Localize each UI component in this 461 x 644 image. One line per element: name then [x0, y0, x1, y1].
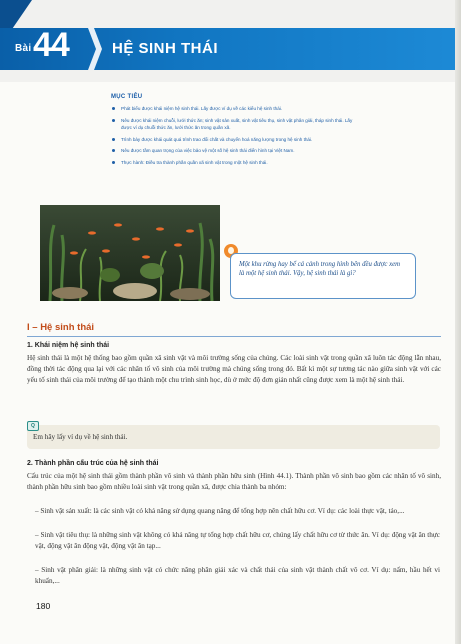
question-badge: Q — [27, 421, 39, 431]
objectives-box — [111, 94, 361, 170]
list-item: – Sinh vật phân giải: là những sinh vật có chức năng phân giải xác và chất thải của sinh vật thành chất vô cơ. Ví dụ: nấm, hầu hết vi khuẩn,... — [35, 566, 440, 586]
list-item: – Sinh vật sản xuất: là các sinh vật có khả năng sử dụng quang năng để tổng hợp nên chất hữu cơ. Ví dụ: các loài thực vật, tảo,... — [35, 507, 405, 515]
question-text: Em hãy lấy ví dụ về hệ sinh thái. — [33, 433, 128, 441]
objective-item: Thực hành: Điều tra thành phần quần xã sinh vật trong một hệ sinh thái. — [111, 159, 361, 167]
aquarium-illustration — [40, 205, 220, 301]
intro-question-callout — [230, 253, 416, 299]
objectives-list — [111, 105, 361, 166]
objectives-title: MỤC TIÊU — [111, 94, 143, 100]
objective-item: Nêu được khái niệm chuỗi, lưới thức ăn; sinh vật sản xuất, sinh vật tiêu thụ, sinh vật phân giải, tháp sinh thái. Lấy được ví dụ chuỗi thức ăn, lưới thức ăn trong quần xã. — [111, 117, 361, 132]
lesson-title: HỆ SINH THÁI — [112, 40, 219, 57]
subsection-title: 1. Khái niệm hệ sinh thái — [27, 342, 110, 349]
intro-question-text: Một khu rừng hay bể cá cảnh trong hình bên đều được xem là một hệ sinh thái. Vậy, hệ sinh thái là gì? — [239, 261, 401, 278]
objective-item: Phát biểu được khái niệm hệ sinh thái. Lấy được ví dụ về các kiểu hệ sinh thái. — [111, 105, 361, 113]
section-heading — [27, 322, 441, 333]
question-box — [27, 425, 440, 449]
objective-item: Nêu được tầm quan trọng của việc bảo vệ một số hệ sinh thái điển hình tại Việt Nam. — [111, 147, 361, 155]
definition-paragraph: Hệ sinh thái là một hệ thống bao gồm quần xã sinh vật và môi trường sống của chúng. Các loài sinh vật trong quần xã luôn tác động lẫn nhau, đồng thời tác động qua lại với các nhân tố vô sinh của môi trường mà chúng sống trong đó. Bất kì một sự tương tác nào giữa sinh vật với các yếu tố sinh thái của môi trường để tạo thành một chu trình sinh học, dù ở mức độ đơn giản nhất cũng được xem là một hệ sinh thái. — [27, 354, 441, 385]
list-item: – Sinh vật tiêu thụ: là những sinh vật không có khả năng tự tổng hợp chất hữu cơ, chúng lấy chất hữu cơ từ thức ăn. Ví dụ: động vật ăn thực vật, động vật ăn động vật, động vật ăn tạp... — [35, 531, 440, 551]
lesson-header — [0, 0, 461, 82]
objective-item: Trình bày được khái quát quá trình trao đổi chất và chuyển hoá năng lượng trong hệ sinh thái. — [111, 136, 361, 144]
structure-paragraph: Cấu trúc của một hệ sinh thái gồm thành phần vô sinh và thành phần hữu sinh (Hình 44.1). Thành phần vô sinh bao gồm các nhân tố vô sinh, thành phần hữu sinh bao gồm nhiều loài sinh vật trong quần xã, được chia thành ba nhóm: — [27, 472, 441, 492]
aquarium-photo — [40, 205, 220, 301]
lesson-number: 44 — [33, 26, 69, 64]
subsection-title: 2. Thành phần cấu trúc của hệ sinh thái — [27, 460, 159, 467]
page-edge-shadow — [455, 0, 461, 644]
header-divider-icon — [88, 28, 102, 70]
lesson-label: Bài — [15, 43, 32, 54]
page-number: 180 — [36, 601, 51, 611]
header-band — [0, 28, 461, 70]
section-title: I – Hệ sinh thái — [27, 322, 95, 333]
section-divider — [27, 336, 441, 337]
